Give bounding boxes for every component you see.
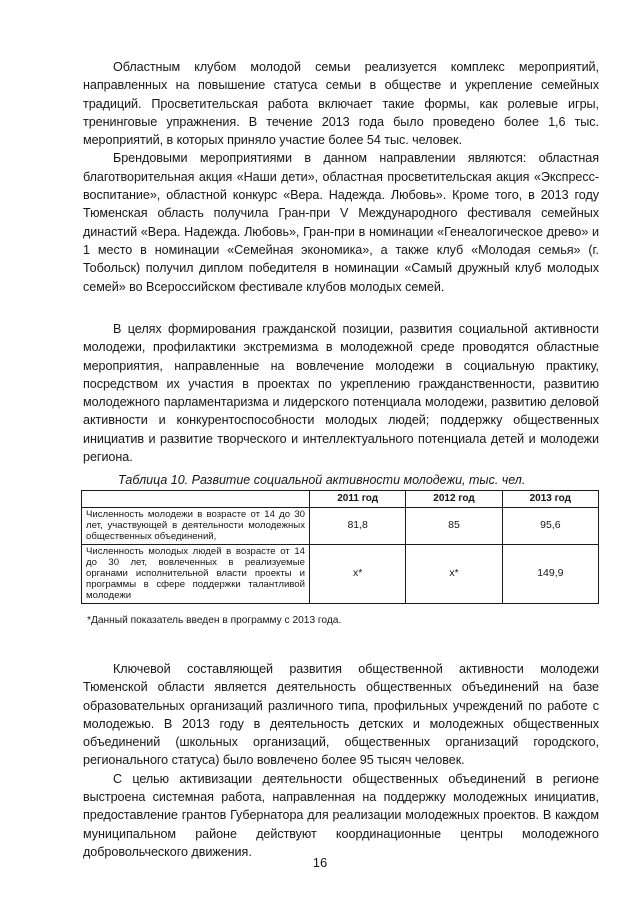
- public-associations-section: [83, 660, 599, 861]
- page-number: 16: [312, 855, 328, 870]
- youth-activity-table: [81, 490, 599, 604]
- table-caption: Таблица 10. Развитие социальной активности молодежи, тыс. чел.: [118, 473, 526, 487]
- cell-value: 81,8: [310, 508, 406, 545]
- paragraph-public-activity: Ключевой составляющей развития общественной активности молодежи Тюменской области является деятельность общественных объединений на базе образовательных организаций различного типа, профильных учреждений по работе с молодежью. В 2013 году в деятельность детских и молодежных общественных объединений (школьных организаций, общественных организаций городского, регионального статуса) было вовлечено более 95 тысяч человек.: [83, 662, 599, 768]
- civic-section: [83, 320, 599, 466]
- table-header-2011: 2011 год: [310, 491, 406, 508]
- table-row: [82, 508, 599, 545]
- table-footnote: *Данный показатель введен в программу с 2013 года.: [87, 615, 342, 626]
- table-header-2013: 2013 год: [502, 491, 598, 508]
- table-header-empty: [82, 491, 310, 508]
- paragraph-brand-events: Брендовыми мероприятиями в данном направлении являются: областная благотворительная акция «Наши дети», областная просветительская акция «Экспресс-воспитание», областной конкурс «Вера. Надежда. Любовь». Кроме того, в 2013 году Тюменская область получила Гран-при V Международного фестиваля семейных династий «Вера. Надежда. Любовь», Гран-при в номинации «Генеалогическое древо» и 1 место в номинации «Семейная экономика», а также клуб «Молодая семья» (г. Тобольск) получил диплом победителя в номинации «Самый дружный клуб молодых семей» во Всероссийском фестивале клубов молодых семей.: [83, 151, 599, 294]
- cell-value: 95,6: [502, 508, 598, 545]
- row-label: Численность молодых людей в возрасте от 14 до 30 лет, вовлеченных в реализуемые органами исполнительной власти проекты и программы в сфере поддержки талантливой молодежи: [82, 544, 310, 603]
- paragraph-youth-initiatives: С целью активизации деятельности общественных объединений в регионе выстроена системная работа, направленная на поддержку молодежных инициатив, предоставление грантов Губернатора для реализации молодежных проектов. В каждом муниципальном районе действуют координационные центры молодежного добровольческого движения.: [83, 771, 599, 859]
- row-label: Численность молодежи в возрасте от 14 до 30 лет, участвующей в деятельности молодежных общественных объединений,: [82, 508, 310, 545]
- paragraph-family-club: Областным клубом молодой семьи реализуется комплекс мероприятий, направленных на повышение статуса семьи в обществе и укрепление семейных традиций. Просветительская работа включает такие формы, как ролевые игры, тренинговые упражнения. В течение 2013 года было проведено более 1,6 тыс. мероприятий, в которых приняло участие более 54 тыс. человек.: [83, 60, 599, 148]
- table-row: [82, 544, 599, 603]
- paragraph-civic-position: В целях формирования гражданской позиции, развития социальной активности молодежи, профилактики экстремизма в молодежной среде проводятся областные мероприятия, направленные на вовлечение молодежи в социальную практику, посредством их участия в проектах по укреплению гражданственности, развитию молодежного парламентаризма и лидерского потенциала молодежи, развитию деловой активности и конкурентоспособности молодых людей; поддержку общественных инициатив и развитие творческого и интеллектуального потенциала детей и молодежи региона.: [83, 322, 599, 465]
- table-header-row: [82, 491, 599, 508]
- cell-value: х*: [406, 544, 502, 603]
- cell-value: 149,9: [502, 544, 598, 603]
- cell-value: х*: [310, 544, 406, 603]
- table-header-2012: 2012 год: [406, 491, 502, 508]
- cell-value: 85: [406, 508, 502, 545]
- intro-section: [83, 58, 599, 296]
